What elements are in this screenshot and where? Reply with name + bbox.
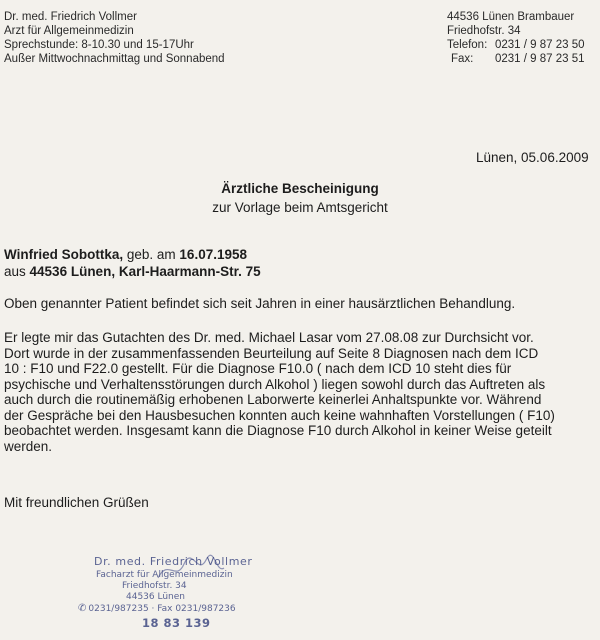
fax-row bbox=[447, 52, 585, 66]
closing-salutation: Mit freundlichen Grüßen bbox=[4, 495, 149, 510]
assessment-line: psychische und Verhaltensstörungen durch Alkohol ) liegen sowohl durch das Auftreten als bbox=[4, 376, 546, 392]
stamp-phone-fax-text: 0231/987235 · Fax 0231/987236 bbox=[88, 604, 236, 614]
stamp-specialty: Facharzt für Allgemeinmedizin bbox=[96, 570, 233, 580]
office-hours: Sprechstunde: 8-10.30 und 15-17Uhr bbox=[4, 39, 194, 51]
phone-number: 0231 / 9 87 23 50 bbox=[495, 39, 585, 51]
fax-number: 0231 / 9 87 23 51 bbox=[495, 53, 585, 65]
stamp-street: Friedhofstr. 34 bbox=[122, 581, 187, 591]
assessment-line: 10 : F10 und F22.0 gestellt. Für die Diagnose F10.0 ( nach dem ICD 10 steht dies für bbox=[4, 361, 512, 376]
assessment-line: Er legte mir das Gutachten des Dr. med. Michael Lasar vom 27.08.08 zur Durchsicht vor. bbox=[4, 330, 534, 345]
stamp-city: 44536 Lünen bbox=[126, 592, 185, 602]
doctor-specialty: Arzt für Allgemeinmedizin bbox=[4, 25, 134, 37]
stamp-name: Dr. med. Friedrich Vollmer bbox=[94, 555, 253, 568]
office-street: Friedhofstr. 34 bbox=[447, 25, 521, 37]
doctor-name: Dr. med. Friedrich Vollmer bbox=[4, 11, 137, 23]
patient-address: 44536 Lünen, Karl-Haarmann-Str. 75 bbox=[29, 264, 261, 279]
assessment-line: beobachtet werden. Insgesamt kann die Diagnose F10 durch Alkohol in keiner Weise geteilt bbox=[4, 423, 552, 438]
patient-name: Winfried Sobottka, bbox=[4, 247, 124, 262]
office-hours-exception: Außer Mittwochnachmittag und Sonnabend bbox=[4, 53, 225, 65]
patient-line-2 bbox=[4, 263, 261, 280]
document-title: Ärztliche Bescheinigung bbox=[221, 181, 379, 196]
patient-line-1 bbox=[4, 246, 261, 263]
assessment-line: Dort wurde in der zusammenfassenden Beurteilung auf Seite 8 Diagnosen nach dem ICD bbox=[4, 345, 539, 361]
office-city: 44536 Lünen Brambauer bbox=[447, 11, 575, 23]
patient-block bbox=[4, 246, 261, 280]
assessment-line: werden. bbox=[4, 438, 53, 454]
letterhead-right bbox=[447, 10, 585, 66]
from-label: aus bbox=[4, 264, 30, 279]
phone-label: Telefon: bbox=[447, 39, 488, 51]
phone-icon: ✆ bbox=[78, 603, 87, 614]
paragraph-treatment: Oben genannter Patient befindet sich seit Jahren in einer hausärztlichen Behandlung. bbox=[4, 296, 516, 311]
patient-dob: 16.07.1958 bbox=[179, 247, 247, 262]
paragraph-assessment bbox=[4, 330, 600, 454]
assessment-line: der Gespräche bei den Hausbesuchen konnten auch keine wahnhaften Vorstellungen ( F10) bbox=[4, 407, 555, 423]
assessment-line: auch durch die routinemäßig erhobenen Laborwerte keinerlei Anhaltspunkte vor. Während bbox=[4, 392, 542, 407]
letterhead-left bbox=[4, 10, 225, 66]
phone-row bbox=[447, 38, 585, 52]
stamp-phone-fax bbox=[78, 604, 236, 615]
born-label: geb. am bbox=[123, 247, 180, 262]
document-subtitle: zur Vorlage beim Amtsgericht bbox=[212, 200, 388, 215]
stamp-number: 18 83 139 bbox=[142, 616, 211, 630]
letter-date: Lünen, 05.06.2009 bbox=[476, 150, 589, 165]
fax-label: Fax: bbox=[451, 53, 474, 65]
